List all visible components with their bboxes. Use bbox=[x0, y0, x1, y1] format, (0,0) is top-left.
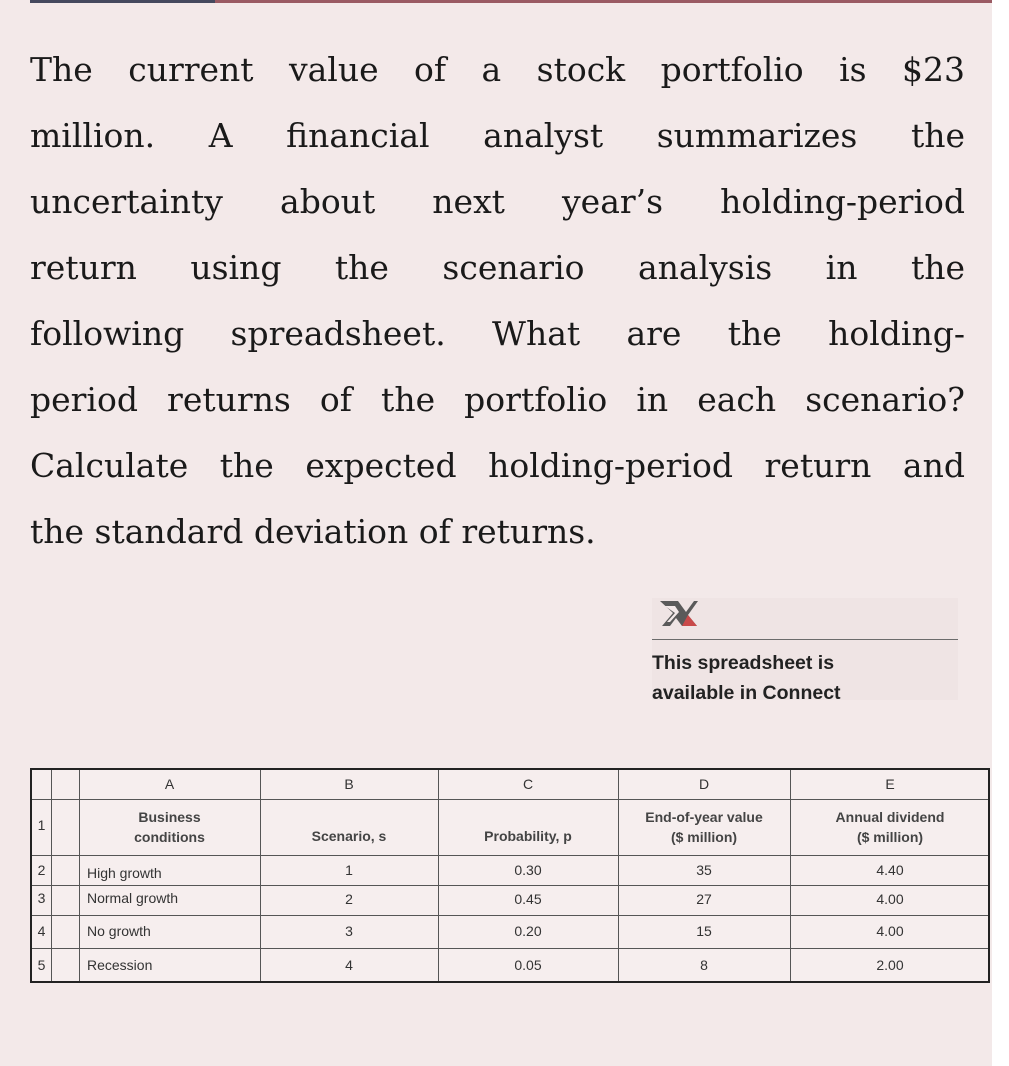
column-letter: E bbox=[885, 776, 895, 792]
column-letter: B bbox=[344, 776, 354, 792]
excel-x-icon bbox=[656, 598, 700, 628]
header-text: conditions bbox=[134, 829, 205, 845]
row-number: 2 bbox=[37, 862, 46, 878]
column-letter: A bbox=[164, 776, 175, 792]
header-text: End-of-year value bbox=[645, 809, 763, 825]
row-number: 3 bbox=[37, 890, 46, 906]
right-margin-strip bbox=[992, 0, 1009, 1066]
connect-caption-line-1: This spreadsheet is bbox=[652, 652, 835, 674]
header-text: ($ million) bbox=[856, 829, 924, 845]
cell-conditions: No growth bbox=[87, 923, 151, 939]
cell-dividend: 4.40 bbox=[876, 862, 904, 878]
grid-line bbox=[32, 915, 988, 916]
question-line: Calculate the expected holding-period return and bbox=[30, 446, 965, 485]
header-probability: Probability, p bbox=[484, 828, 572, 844]
header-text: ($ million) bbox=[670, 829, 738, 845]
grid-line bbox=[32, 885, 988, 886]
row-number: 4 bbox=[37, 923, 46, 939]
grid-line bbox=[32, 948, 988, 949]
top-divider-accent bbox=[30, 0, 215, 3]
header-annual-dividend bbox=[790, 807, 990, 847]
connect-caption bbox=[652, 648, 958, 708]
scenario-spreadsheet bbox=[30, 768, 990, 983]
cell-end-value: 8 bbox=[700, 957, 708, 973]
cell-scenario: 1 bbox=[345, 862, 353, 878]
cell-conditions: Recession bbox=[87, 957, 153, 973]
question-line: uncertainty about next year’s holding-period bbox=[30, 182, 965, 221]
cell-conditions: Normal growth bbox=[87, 890, 179, 906]
cell-probability: 0.30 bbox=[514, 862, 542, 878]
question-line: The current value of a stock portfolio is $23 bbox=[30, 50, 965, 89]
cell-end-value: 27 bbox=[696, 891, 712, 907]
grid-line bbox=[51, 770, 52, 981]
question-text bbox=[30, 37, 965, 565]
column-letter: D bbox=[698, 776, 710, 792]
header-end-of-year-value bbox=[618, 807, 790, 847]
connect-caption-line-2: available in Connect bbox=[652, 682, 841, 704]
column-letter: C bbox=[522, 776, 534, 792]
row-number: 1 bbox=[37, 817, 46, 833]
cell-dividend: 4.00 bbox=[876, 923, 904, 939]
cell-dividend: 2.00 bbox=[876, 957, 904, 973]
cell-conditions: High growth bbox=[87, 865, 162, 881]
question-line: period returns of the portfolio in each scenario? bbox=[30, 380, 965, 419]
connect-divider bbox=[652, 639, 958, 640]
question-line: return using the scenario analysis in the bbox=[30, 248, 965, 287]
cell-scenario: 4 bbox=[345, 957, 353, 973]
cell-scenario: 3 bbox=[345, 923, 353, 939]
grid-line bbox=[32, 799, 988, 800]
header-text: Business bbox=[138, 809, 201, 825]
cell-probability: 0.05 bbox=[514, 957, 542, 973]
cell-dividend: 4.00 bbox=[876, 891, 904, 907]
grid-line bbox=[32, 855, 988, 856]
header-scenario: Scenario, s bbox=[311, 828, 387, 844]
cell-end-value: 15 bbox=[696, 923, 712, 939]
row-number: 5 bbox=[37, 957, 46, 973]
top-divider bbox=[30, 0, 992, 3]
question-line: following spreadsheet. What are the holding- bbox=[30, 314, 965, 353]
cell-probability: 0.20 bbox=[514, 923, 542, 939]
grid-line bbox=[79, 770, 80, 981]
cell-scenario: 2 bbox=[345, 891, 353, 907]
connect-spreadsheet-note bbox=[652, 598, 958, 704]
cell-end-value: 35 bbox=[696, 862, 712, 878]
header-business-conditions bbox=[79, 807, 260, 847]
question-line: the standard deviation of returns. bbox=[30, 512, 596, 551]
question-line: million. A financial analyst summarizes the bbox=[30, 116, 965, 155]
cell-probability: 0.45 bbox=[514, 891, 542, 907]
header-text: Annual dividend bbox=[835, 809, 945, 825]
